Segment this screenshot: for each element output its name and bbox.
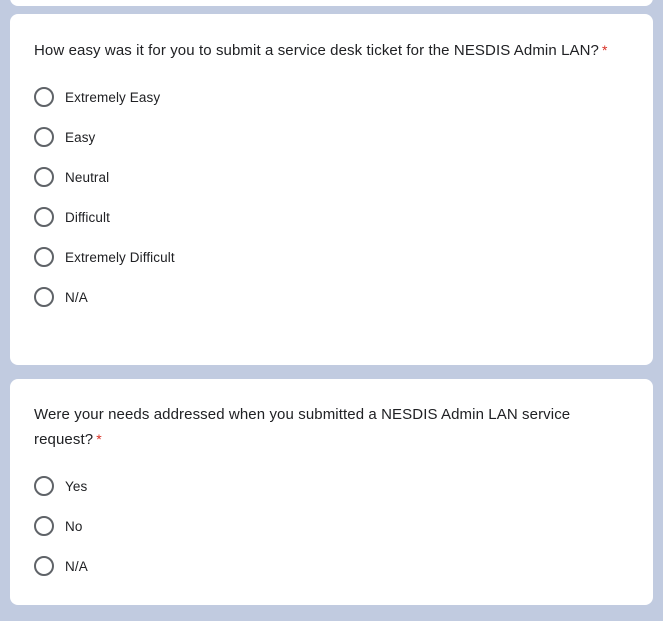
- question-title-text: Were your needs addressed when you submitted a NESDIS Admin LAN service request?: [34, 406, 571, 448]
- radio-button-icon[interactable]: [34, 287, 54, 307]
- option-label: N/A: [65, 558, 88, 574]
- option-label: Extremely Easy: [65, 89, 161, 105]
- option-label: Neutral: [65, 169, 110, 185]
- option-row[interactable]: [34, 506, 629, 546]
- radio-button-icon[interactable]: [34, 516, 54, 536]
- option-row[interactable]: [34, 77, 629, 117]
- previous-card-partial: [10, 0, 653, 6]
- option-row[interactable]: [34, 117, 629, 157]
- option-row[interactable]: [34, 466, 629, 506]
- radio-button-icon[interactable]: [34, 167, 54, 187]
- required-asterisk: *: [602, 42, 608, 58]
- option-row[interactable]: [34, 157, 629, 197]
- options-list: [34, 77, 629, 317]
- option-label: Easy: [65, 129, 96, 145]
- radio-button-icon[interactable]: [34, 476, 54, 496]
- radio-button-icon[interactable]: [34, 207, 54, 227]
- question-title: [34, 403, 614, 452]
- option-label: No: [65, 518, 83, 534]
- option-label: N/A: [65, 289, 88, 305]
- radio-button-icon[interactable]: [34, 247, 54, 267]
- options-list: [34, 466, 629, 586]
- radio-button-icon[interactable]: [34, 556, 54, 576]
- question-card: [10, 14, 653, 365]
- radio-button-icon[interactable]: [34, 127, 54, 147]
- question-card: [10, 379, 653, 605]
- option-row[interactable]: [34, 197, 629, 237]
- option-row[interactable]: [34, 277, 629, 317]
- option-row[interactable]: [34, 546, 629, 586]
- radio-button-icon[interactable]: [34, 87, 54, 107]
- question-title: [34, 38, 614, 63]
- required-asterisk: *: [96, 431, 102, 447]
- option-label: Difficult: [65, 209, 110, 225]
- option-row[interactable]: [34, 237, 629, 277]
- question-title-text: How easy was it for you to submit a service desk ticket for the NESDIS Admin LAN?: [34, 42, 599, 59]
- option-label: Yes: [65, 478, 88, 494]
- option-label: Extremely Difficult: [65, 249, 175, 265]
